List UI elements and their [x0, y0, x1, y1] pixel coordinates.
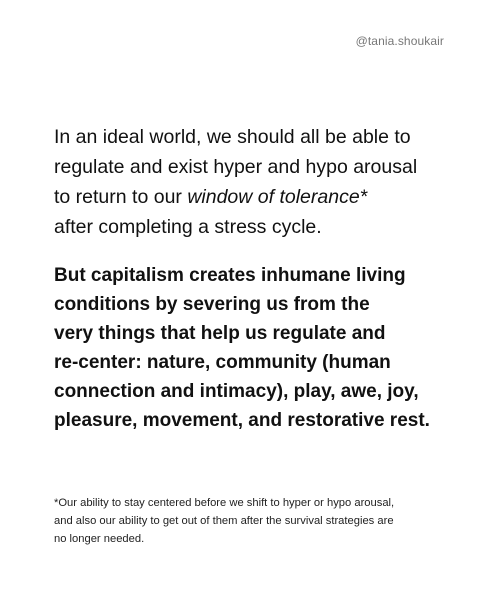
footnote-line: and also our ability to get out of them after the survival strategies are	[54, 515, 394, 527]
statement-line: But capitalism creates inhumane living	[54, 265, 406, 286]
footnote-line: *Our ability to stay centered before we shift to hyper or hypo arousal,	[54, 497, 395, 509]
intro-line: regulate and exist hyper and hypo arousal	[54, 156, 418, 178]
intro-line: In an ideal world, we should all be able to	[54, 126, 411, 148]
intro-line-prefix: to return to our	[54, 186, 188, 208]
statement-line: connection and intimacy), play, awe, joy,	[54, 381, 419, 402]
statement-line: pleasure, movement, and restorative rest.	[54, 410, 430, 431]
footnote-line: no longer needed.	[54, 533, 145, 545]
statement-line: conditions by severing us from the	[54, 294, 370, 315]
intro-paragraph	[54, 122, 454, 242]
intro-line: after completing a stress cycle.	[54, 216, 322, 238]
statement-line: very things that help us regulate and	[54, 323, 386, 344]
author-handle: @tania.shoukair	[355, 34, 444, 48]
capitalism-statement	[54, 261, 464, 435]
footnote	[54, 494, 454, 548]
intro-line	[54, 182, 454, 212]
window-of-tolerance-emphasis: window of tolerance*	[187, 186, 368, 208]
statement-line: re-center: nature, community (human	[54, 352, 391, 373]
